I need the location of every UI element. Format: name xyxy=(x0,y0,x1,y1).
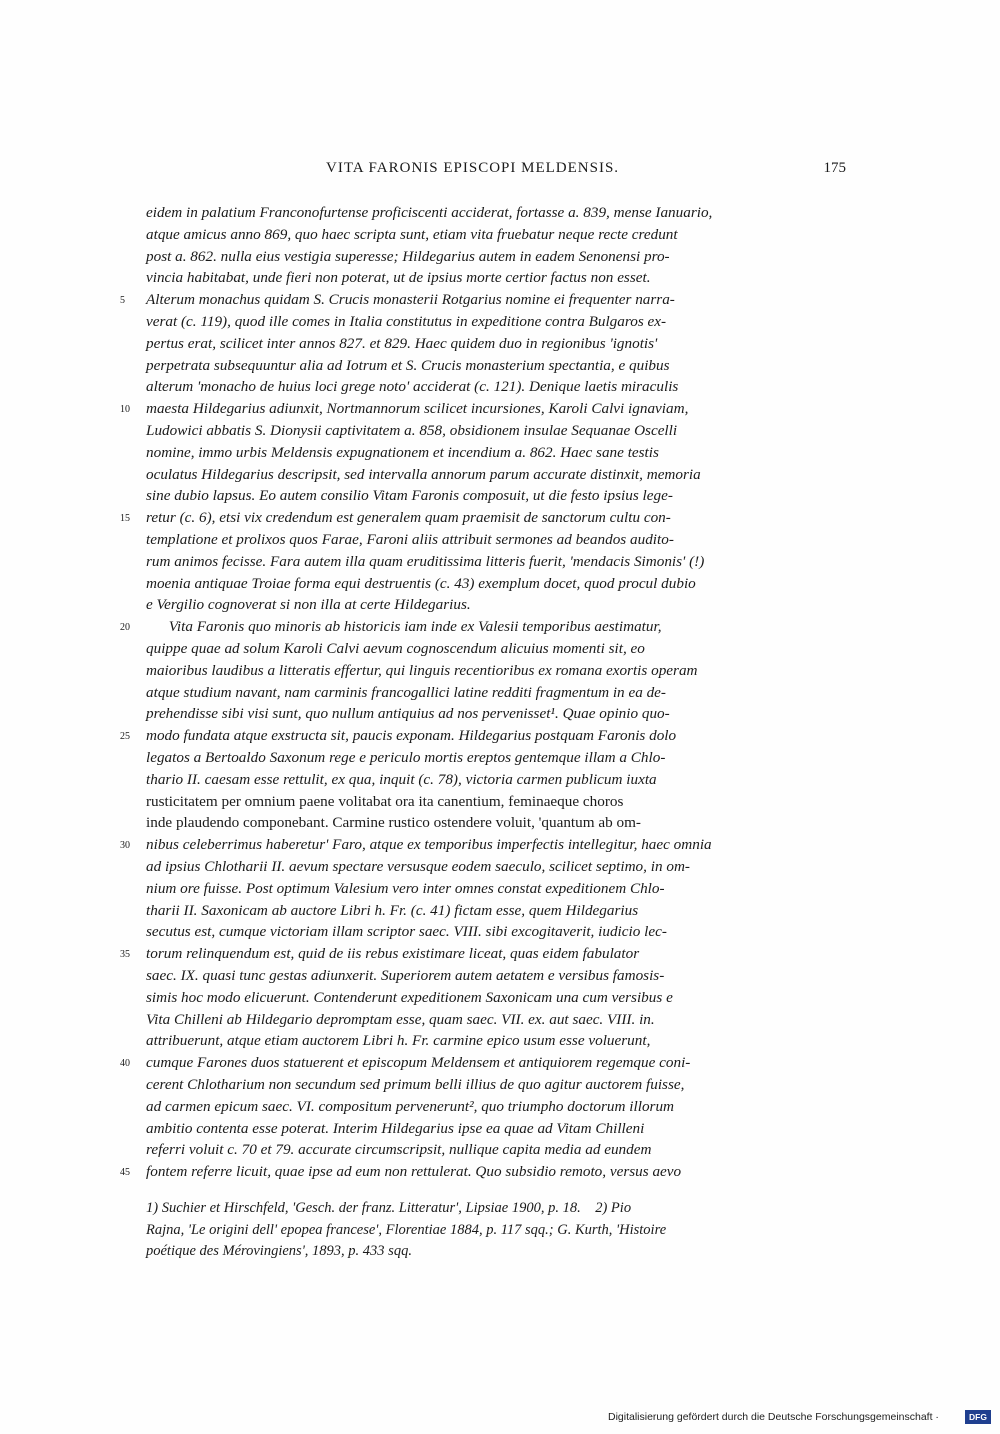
text-line: Alterum monachus quidam S. Crucis monasterii Rotgarius nomine ei frequenter narra- xyxy=(146,291,675,308)
text-line: nium ore fuisse. Post optimum Valesium vero inter omnes constat expeditionem Chlo- xyxy=(146,880,665,897)
digitization-credit: Digitalisierung gefördert durch die Deutsche Forschungsgemeinschaft · xyxy=(608,1411,939,1423)
text-line: attribuerunt, atque etiam auctorem Libri h. Fr. carmine epico usum esse voluerunt, xyxy=(146,1032,651,1049)
text-line: vincia habitabat, unde fieri non poterat, ut de ipsius morte certior factus non esset. xyxy=(146,269,651,286)
text-line: oculatus Hildegarius descripsit, sed intervalla annorum parum accurate distinxit, memoria xyxy=(146,466,701,483)
text-line: fontem referre licuit, quae ipse ad eum non rettulerat. Quo subsidio remoto, versus aevo xyxy=(146,1163,682,1180)
text-line: cumque Farones duos statuerent et episcopum Meldensem et antiquiorem regemque coni- xyxy=(146,1054,691,1071)
text-line: quippe quae ad solum Karoli Calvi aevum cognoscendum alicuius momenti sit, eo xyxy=(146,640,645,657)
dfg-logo: DFG xyxy=(965,1410,991,1424)
text-line: nibus celeberrimus haberetur' Faro, atque ex temporibus imperfectis intellegitur, haec omnia xyxy=(146,836,712,853)
text-line: nomine, immo urbis Meldensis expugnationem et incendium a. 862. Haec sane testis xyxy=(146,444,659,461)
line-number: 30 xyxy=(120,840,130,851)
text-line: prehendisse sibi visi sunt, quo nullum antiquius ad nos pervenisset¹. Quae opinio quo- xyxy=(146,705,670,722)
line-number: 35 xyxy=(120,949,130,960)
text-line: moenia antiquae Troiae forma equi destruentis (c. 43) exemplum docet, quod procul dubio xyxy=(146,575,696,592)
text-line: simis hoc modo elicuerunt. Contenderunt expeditionem Saxonicam una cum versibus e xyxy=(146,989,673,1006)
text-line: modo fundata atque exstructa sit, paucis exponam. Hildegarius postquam Faronis dolo xyxy=(146,727,677,744)
text-line: legatos a Bertoaldo Saxonum rege e periculo mortis ereptos gentemque illam a Chlo- xyxy=(146,749,666,766)
text-line: sine dubio lapsus. Eo autem consilio Vitam Faronis composuit, ut die festo ipsius lege- xyxy=(146,487,673,504)
text-line: maioribus laudibus a litteratis effertur, qui linguis recentioribus ex romana exortis operam xyxy=(146,662,698,679)
text-line: ad ipsius Chlotharii II. aevum spectare versusque eodem saeculo, scilicet septimo, in om- xyxy=(146,858,690,875)
text-line: thario II. caesam esse rettulit, ex qua, inquit (c. 78), victoria carmen publicum iuxta xyxy=(146,771,657,788)
text-line: atque studium navant, nam carminis francogallici latine redditi fragmentum in ea de- xyxy=(146,684,666,701)
text-line: referri voluit c. 70 et 79. accurate circumscripsit, nullique capita media ad eundem xyxy=(146,1141,652,1158)
line-number: 40 xyxy=(120,1058,130,1069)
text-line: post a. 862. nulla eius vestigia superesse; Hildegarius autem in eadem Senonensi pro- xyxy=(146,248,670,265)
text-line: templatione et prolixos quos Farae, Faroni aliis attribuit sermones ad beandos audito- xyxy=(146,531,674,548)
running-title: VITA FARONIS EPISCOPI MELDENSIS. xyxy=(326,160,620,176)
text-line: rusticitatem per omnium paene volitabat ora ita canentium, feminaeque choros xyxy=(146,793,624,810)
line-number: 10 xyxy=(120,404,130,415)
text-line: ad carmen epicum saec. VI. compositum pervenerunt², quo triumpho doctorum illorum xyxy=(146,1098,675,1115)
text-line: secutus est, cumque victoriam illam scriptor saec. VIII. sibi excogitaverit, iudicio lec- xyxy=(146,923,667,940)
line-number: 45 xyxy=(120,1167,130,1178)
line-number: 15 xyxy=(120,513,130,524)
text-line: inde plaudendo componebant. Carmine rustico ostendere voluit, 'quantum ab om- xyxy=(146,814,641,831)
line-number: 25 xyxy=(120,731,130,742)
text-line: eidem in palatium Franconofurtense proficiscenti acciderat, fortasse a. 839, mense Ianuario, xyxy=(146,204,713,221)
line-number: 20 xyxy=(120,622,130,633)
text-line: e Vergilio cognoverat si non illa at certe Hildegarius. xyxy=(146,596,471,613)
text-line: saec. IX. quasi tunc gestas adiunxerit. Superiorem autem aetatem e versibus famosis- xyxy=(146,967,665,984)
text-line: maesta Hildegarius adiunxit, Nortmannorum scilicet incursiones, Karoli Calvi ignaviam, xyxy=(146,400,689,417)
page-number: 175 xyxy=(823,160,846,176)
text-line: retur (c. 6), etsi vix credendum est generalem quam praemisit de sanctorum cultu con- xyxy=(146,509,671,526)
page-header xyxy=(326,160,846,182)
footnote-line: Rajna, 'Le origini dell' epopea francese', Florentiae 1884, p. 117 sqq.; G. Kurth, 'Histoire xyxy=(146,1222,667,1238)
text-line: atque amicus anno 869, quo haec scripta sunt, etiam vita fruebatur neque recte credunt xyxy=(146,226,678,243)
text-line: rum animos fecisse. Fara autem illa quam eruditissima litteris fuerit, 'mendacis Simonis' (!) xyxy=(146,553,705,570)
text-line: perpetrata subsequuntur alia ad Iotrum et S. Crucis monasterium spectantia, e quibus xyxy=(146,357,670,374)
text-line: ambitio contenta esse poterat. Interim Hildegarius ipse ea quae ad Vitam Chilleni xyxy=(146,1120,645,1137)
text-line: pertus erat, scilicet inter annos 827. et 829. Haec quidem duo in regionibus 'ignotis' xyxy=(146,335,658,352)
text-line: Vita Faronis quo minoris ab historicis iam inde ex Valesii temporibus aestimatur, xyxy=(146,618,662,635)
text-line: Ludowici abbatis S. Dionysii captivitatem a. 858, obsidionem insulae Sequanae Oscelli xyxy=(146,422,678,439)
text-line: torum relinquendum est, quid de iis rebus existimare liceat, quas eidem fabulator xyxy=(146,945,640,962)
footnote-line: poétique des Mérovingiens', 1893, p. 433 sqq. xyxy=(146,1243,412,1259)
text-line: alterum 'monacho de huius loci grege noto' acciderat (c. 121). Denique laetis miraculis xyxy=(146,378,679,395)
text-line: Vita Chilleni ab Hildegario depromptam esse, quam saec. VII. ex. aut saec. VIII. in. xyxy=(146,1011,655,1028)
text-line: verat (c. 119), quod ille comes in Italia constitutus in expeditione contra Bulgaros ex- xyxy=(146,313,667,330)
text-line: tharii II. Saxonicam ab auctore Libri h. Fr. (c. 41) fictam esse, quem Hildegarius xyxy=(146,902,639,919)
line-number: 5 xyxy=(120,295,125,306)
footnote-line: 1) Suchier et Hirschfeld, 'Gesch. der franz. Litteratur', Lipsiae 1900, p. 18. 2) Pio xyxy=(146,1200,632,1216)
text-line: cerent Chlotharium non secundum sed primum belli illius de quo agitur auctorem fuisse, xyxy=(146,1076,685,1093)
